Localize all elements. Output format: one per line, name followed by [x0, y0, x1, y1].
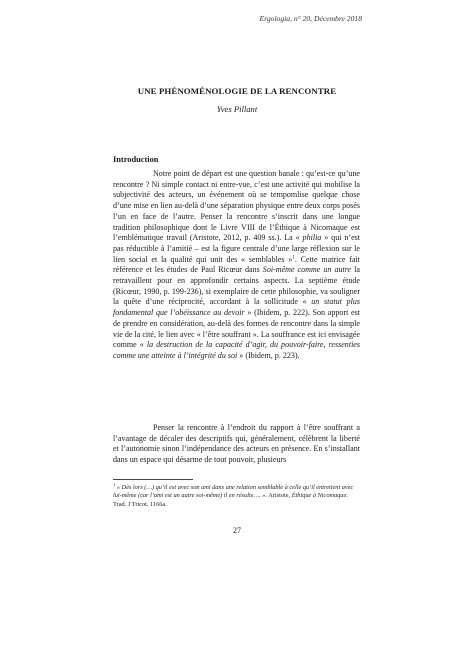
- p1-text-a: Notre point de départ est une question banale : qu’est-ce qu’une rencontre ? Ni simple contact ni entre-vue, c’est une activité qui mobilise la subjectivité des acteurs, un événement où se tempomlise quelque chose d’une mise en lien au-delà d’une séparation physique entre deux corps posés l’un en face de l’autre. Penser la rencontre s’inscrit dans une longue tradition philosophique dont le Livre VIII de l’Éthique à Nicomaque est l’emblématique travail (Aristote, 2012, p. 409 ss.). La «: [113, 169, 360, 243]
- footnote-divider: [113, 479, 193, 480]
- p1-text-e: . Cette matrice fait référence et les études de Paul Ricœur dans: [113, 254, 360, 275]
- p1-book-title: Soi-même comme un autre: [262, 265, 352, 275]
- p1-text-k: » (Ibidem, p. 223).: [237, 350, 300, 360]
- p1-quote-2: la destruction de la capacité d’agir, du pouvoir-faire, ressenties comme une atteinte à l’intégrité du soi: [113, 340, 361, 360]
- article-title: UNE PHÉNOMÉNOLOGIE DE LA RENCONTRE: [137, 86, 337, 96]
- section-heading: Introduction: [113, 155, 159, 164]
- footnote: [113, 481, 360, 509]
- p1-term-philia: philia: [302, 233, 322, 243]
- footnote-ref[interactable]: 1: [292, 254, 295, 260]
- p1-text-i: » (Ibidem, p. 222). Son apport est de prendre en considération, au-delà des formes de rencontre dans la simple vie de la cité, le lien avec « l’être souffrant ». La souffrance est ici envisagée comme «: [113, 308, 361, 350]
- p1-text-g: la retravaillent pour en approfondir certains aspects. La septième étude (Ricœur, 1990, p. 199-236), si exemplaire de cette philosophie, va souligner la quête d’une réciprocité, accordant à la sollicitude «: [113, 265, 360, 307]
- footnote-number: 1: [113, 481, 116, 487]
- footnote-quote: « Dès lors (…) qu’il est avec son ami dans une relation semblable à celle qu’il entretient avec lui-même (car l’ami est un autre soi-même) il en résulte…. ».: [113, 484, 354, 500]
- journal-header: Ergologia, n° 20, Décembre 2018: [259, 14, 362, 23]
- page-number: 27: [233, 526, 241, 535]
- footnote-book-title: Éthique à Nicomaque: [291, 492, 347, 500]
- p1-text-c: » qui n’est pas réductible à l’amitié – est la figure centrale d’une large réflexion sur le lien social et la qualité qui unit des « semblables »: [113, 233, 361, 264]
- article-author: Yves Pillant: [216, 104, 258, 114]
- paragraph-1: [113, 169, 360, 362]
- paragraph-2: Penser la rencontre à l’endroit du rapport à l’être souffrant a l’avantage de décaler des descriptifs qui, généralement, célèbrent la liberté et l’autonomie sinon l’indépendance des acteurs en présence. En s’installant dans un espace qui désarme de tout pouvoir, plusieurs: [113, 423, 360, 465]
- footnote-text-b: Aristote,: [267, 492, 292, 500]
- p1-quote-1: un statut plus fondamental que l’obéissance au devoir: [113, 297, 360, 318]
- footnote-text-d: . Trad. J Tricot. 1166a.: [113, 492, 348, 508]
